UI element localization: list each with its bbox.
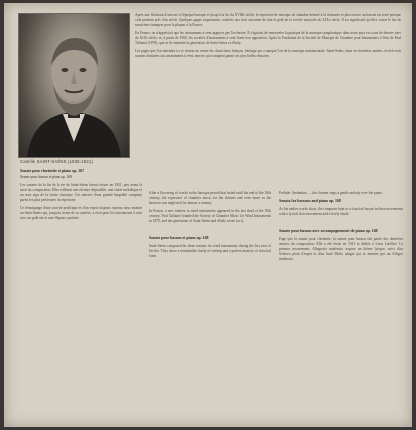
portrait-caption: Camille SAINT-SAËNS (1835-1921) bbox=[20, 159, 93, 164]
left-paragraph-1: Les sonates de la fin de la vie de Saint-Saëns furent écrites en 1921, peu avant la mort du compositeur. Elles reflètent une écriture dépouillée, une clarté mélodique et un sens aigu de la forme classique. Ces œuvres d'une grande limpidité comptent parmi les plus précieuses du répertoire. bbox=[20, 183, 142, 203]
right-section-heading-1: Sonata for bassoon and piano op. 168 bbox=[279, 199, 341, 204]
composer-portrait bbox=[18, 13, 130, 158]
record-sleeve-back bbox=[4, 3, 412, 427]
right-paragraph-3: Page que la sonate pour clarinette, la sonate pour basson fait partie des dernières œuvres du compositeur. Elle a été écrite en 1921 et dédiée à Léon Letellier. Le premier mouvement, Allegretto moderato, expose un thème lyrique, suivi d'un Scherzo plein d'esprit et d'un final Molto adagio qui se termine par un Allegro moderato. bbox=[279, 237, 403, 262]
mid-paragraph-3: Saint-Saëns composed his three sonatas for wind instruments during the last year of his life. They show a remarkable clarity of writing and a perfect mastery of classical form. bbox=[149, 244, 271, 259]
intro-paragraph-3: Les pages que l'on entendra ici se situent au centre du classicisme français, héritage qui a marqué l'art de la musique instrumentale. Saint-Saëns, dans ses dernières années, écrivit trois sonates destinées aux instruments à vent, œuvres qui comptent parmi ses plus belles réussites. bbox=[135, 49, 401, 59]
mid-paragraph-1: After a flowering of works in the baroque period that lasted until the end of the 18th century, the repertoire of chamber music for the clarinet and even more so the bassoon was neglected for almost a century. bbox=[149, 191, 271, 206]
left-column-subheading: Sonate pour basson et piano op. 168 bbox=[20, 175, 73, 180]
left-column-heading: Sonate pour clarinette et piano op. 167 bbox=[20, 169, 85, 173]
right-column-text bbox=[279, 191, 403, 265]
right-paragraph-1: Prelude: Andantino — the clarinet sings a gentle melody over the piano. bbox=[279, 191, 383, 195]
left-paragraph-2: Ce témoignage d'une activité prolifique et d'un esprit toujours curieux nous montre un Saint-Saëns qui, jusqu'au terme de sa carrière, a écrit pour les instruments à vent avec un goût sûr et une élégance parfaite. bbox=[20, 206, 142, 221]
mid-paragraph-2: In France, a new interest in wind instruments appeared in the last third of the 19th century. Paul Taffanel founded the Society of Chamber Music for Wind Instruments in 1879, and the generation of Saint-Saëns and d'Indy wrote for it. bbox=[149, 209, 271, 224]
portrait-figure bbox=[19, 14, 129, 157]
intro-text-french bbox=[135, 13, 401, 62]
right-section-heading-2: Sonate pour basson avec accompagnement de piano op. 168 bbox=[279, 229, 378, 234]
intro-paragraph-1: Après une floraison d'oeuvres à l'époque baroque et jusqu'à la fin du XVIIIe siècle, le répertoire de musique de chambre destiné à la clarinette et plus encore au basson est resté presque vide pendant près d'un siècle. Quelques pages importantes, confiées aux bois suivaient de loin le goût de la société musicale du XIXe siècle. Il est significatif qu'elles soient le fait de musiciens étrangers pour la plupart à la France. bbox=[135, 13, 401, 28]
left-column-text bbox=[20, 169, 142, 224]
middle-column-text-english bbox=[149, 191, 271, 262]
mid-section-heading: Sonate pour basson et piano op. 168 bbox=[149, 236, 209, 241]
right-paragraph-2: As his earlier works show, the composer kept to a classical layout in three movements with a lyrical slow movement and a lively finale. bbox=[279, 207, 403, 217]
intro-paragraph-2: En France, on n'appréciait que les instruments à vent appuyés par l'orchestre. Il s'agissait de renouveler la pratique de la musique symphonique dans notre pays en cours de dernier tiers du XIXe siècle, et, à partir de 1900, les sociétés d'instruments à vent firent leur apparition. Après la Fondation de la Société de Musique de Chambre pour Instruments à Vent de Paul Taffanel (1879), que se fit entendre la génération de Saint-Saëns et d'Indy. bbox=[135, 31, 401, 46]
